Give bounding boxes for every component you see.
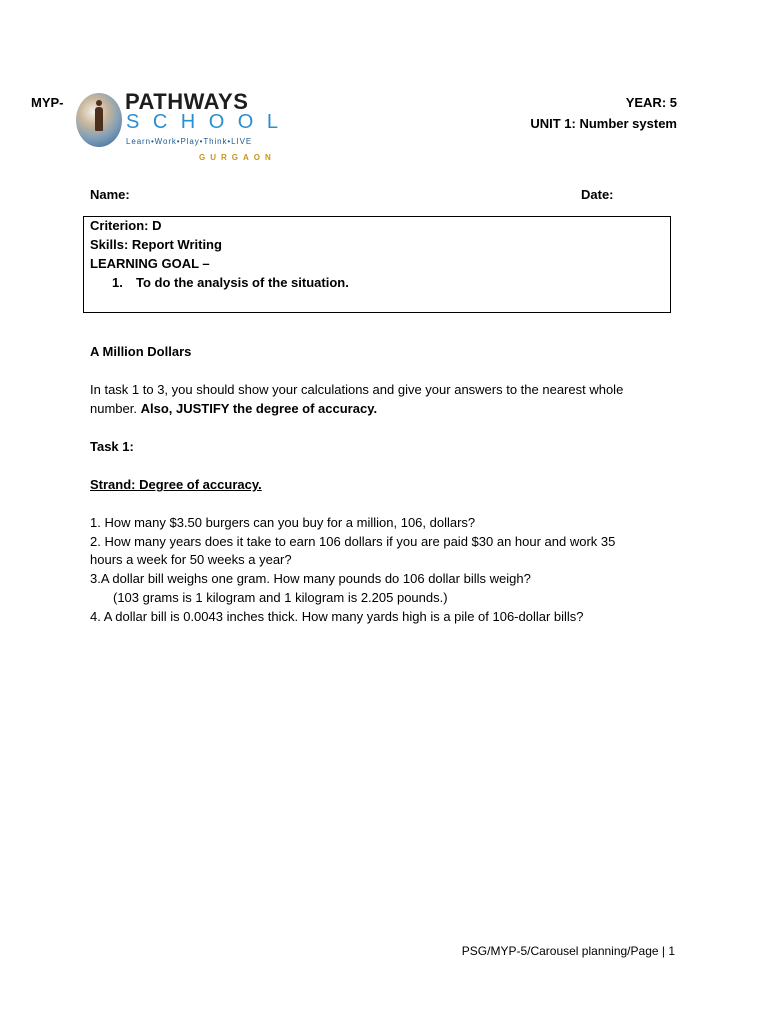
question-3: 3.A dollar bill weighs one gram. How many pounds do 106 dollar bills weigh?: [90, 571, 531, 586]
section-title: A Million Dollars: [90, 344, 192, 359]
question-3-note: (103 grams is 1 kilogram and 1 kilogram is 2.205 pounds.): [113, 590, 448, 605]
intro-text: number.: [90, 401, 141, 416]
intro-line-2: [90, 401, 377, 416]
globe-logo-icon: [76, 93, 122, 147]
goal-number: 1.: [112, 275, 123, 290]
logo-name: PATHWAYS: [125, 89, 249, 114]
logo-school: SCHOOL: [126, 111, 292, 133]
task-label: Task 1:: [90, 439, 134, 454]
skills-text: Skills: Report Writing: [90, 237, 222, 252]
learning-goal-heading: LEARNING GOAL –: [90, 256, 210, 271]
question-1: 1. How many $3.50 burgers can you buy for a million, 106, dollars?: [90, 515, 476, 530]
name-field-label: Name:: [90, 187, 130, 202]
program-label: MYP-: [31, 95, 64, 110]
question-4: 4. A dollar bill is 0.0043 inches thick. How many yards high is a pile of 106-dollar bills?: [90, 609, 584, 624]
intro-emphasis: Also, JUSTIFY the degree of accuracy.: [140, 401, 378, 416]
logo-tagline: Learn•Work•Play•Think•LIVE: [126, 137, 253, 146]
unit-label: UNIT 1: Number system: [530, 116, 677, 131]
question-2: 2. How many years does it take to earn 106 dollars if you are paid $30 an hour and work 35: [90, 534, 616, 549]
criterion-text: Criterion: D: [90, 218, 162, 233]
intro-line-1: In task 1 to 3, you should show your calculations and give your answers to the nearest whole: [90, 382, 624, 397]
page-footer: PSG/MYP-5/Carousel planning/Page | 1: [461, 944, 675, 958]
strand-heading: Strand: Degree of accuracy.: [90, 477, 262, 492]
date-field-label: Date:: [581, 187, 614, 202]
year-label: YEAR: 5: [625, 95, 677, 110]
logo-city: GURGAON: [199, 153, 276, 162]
goal-text: To do the analysis of the situation.: [136, 275, 349, 290]
question-2-continued: hours a week for 50 weeks a year?: [90, 552, 292, 567]
